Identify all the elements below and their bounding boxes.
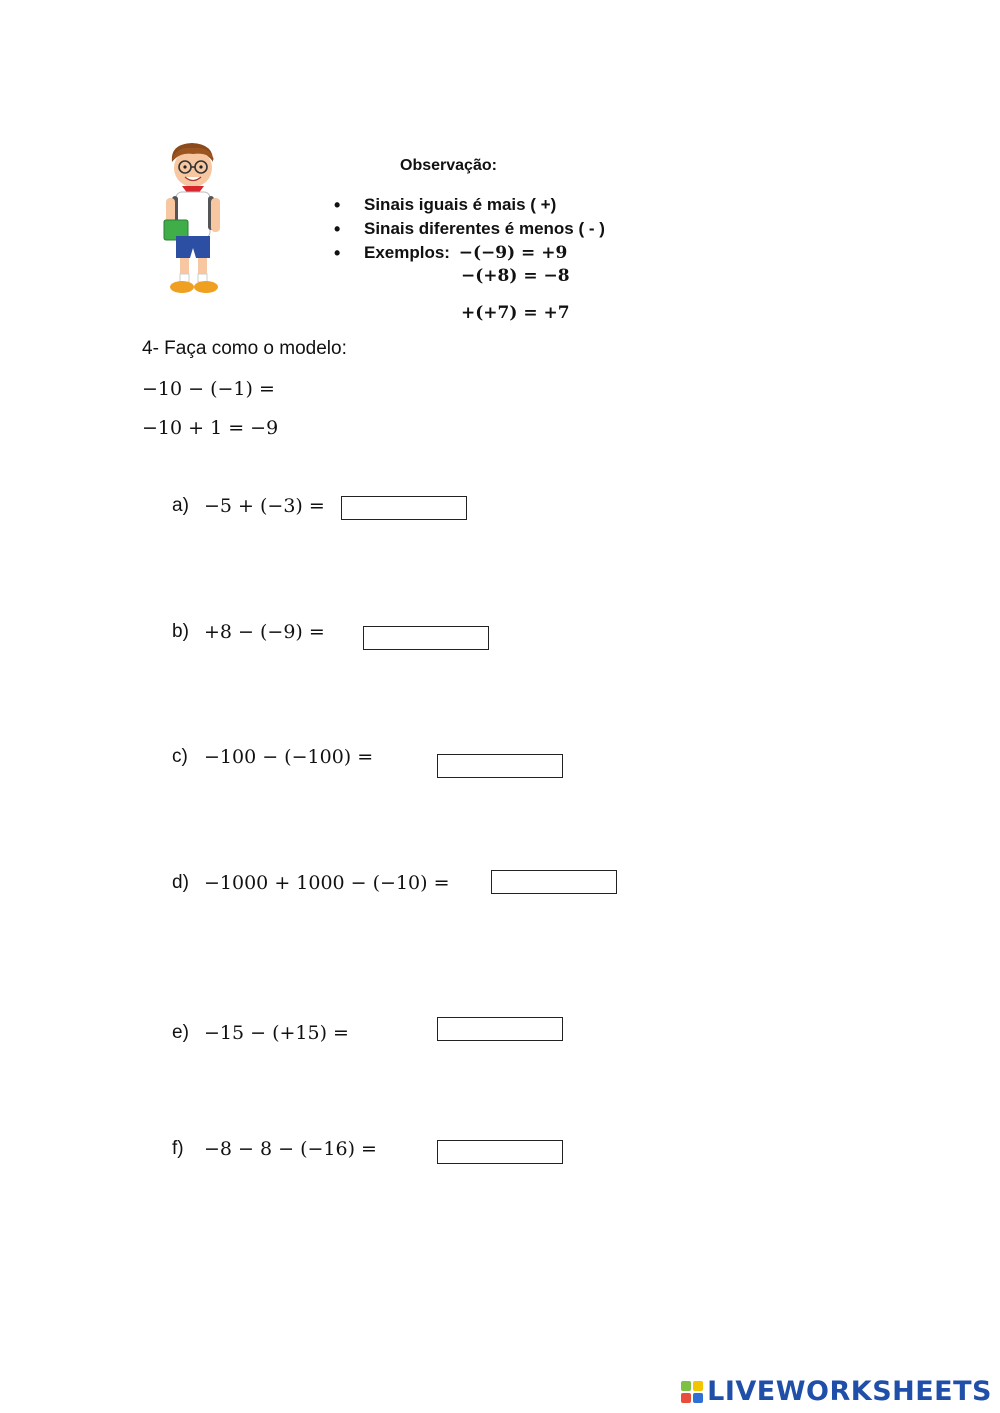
answer-box-e[interactable]: [437, 1017, 563, 1041]
exercise-item-a: [172, 492, 325, 520]
rule-different-signs-text: Sinais diferentes é menos ( - ): [364, 219, 605, 238]
answer-box-b[interactable]: [363, 626, 489, 650]
exercise-item-c: [172, 743, 373, 771]
item-letter: c): [172, 746, 188, 767]
answer-box-f[interactable]: [437, 1140, 563, 1164]
answer-box-d[interactable]: [491, 870, 617, 894]
item-letter: a): [172, 495, 189, 516]
rules-list: [334, 193, 605, 265]
observation-title: Observação:: [400, 157, 497, 174]
example-2: −(+8) = −8: [461, 266, 570, 286]
item-letter: e): [172, 1022, 189, 1043]
exercise-item-b: [172, 618, 325, 646]
examples-label-item: [334, 241, 605, 265]
model-line-1: −10 − (−1) =: [142, 378, 275, 400]
liveworksheets-logo-text: LIVEWORKSHEETS: [707, 1376, 992, 1407]
item-letter: d): [172, 872, 189, 893]
liveworksheets-logo: [681, 1376, 992, 1407]
model-line-2: −10 + 1 = −9: [142, 417, 279, 439]
item-letter: b): [172, 621, 189, 642]
exercise-item-f: [172, 1135, 377, 1163]
item-expression: +8 − (−9) =: [204, 621, 325, 643]
exercise-item-e: [172, 1019, 349, 1047]
question-title: 4- Faça como o modelo:: [142, 338, 347, 359]
answer-box-a[interactable]: [341, 496, 467, 520]
item-expression: −15 − (+15) =: [204, 1022, 349, 1044]
examples-label: Exemplos:: [364, 243, 450, 262]
example-3: +(+7) = +7: [461, 303, 570, 323]
rule-different-signs: [334, 217, 605, 241]
item-expression: −8 − 8 − (−16) =: [204, 1138, 377, 1160]
item-expression: −1000 + 1000 − (−10) =: [204, 872, 450, 894]
item-letter: f): [172, 1138, 184, 1159]
answer-box-c[interactable]: [437, 754, 563, 778]
rule-same-signs-text: Sinais iguais é mais ( +): [364, 195, 557, 214]
item-expression: −100 − (−100) =: [204, 746, 374, 768]
schoolboy-illustration: [160, 140, 226, 298]
example-1: −(−9) = +9: [458, 243, 568, 263]
liveworksheets-logo-icon: [681, 1381, 703, 1403]
exercise-item-d: [172, 869, 450, 897]
rule-same-signs: [334, 193, 605, 217]
item-expression: −5 + (−3) =: [204, 495, 325, 517]
